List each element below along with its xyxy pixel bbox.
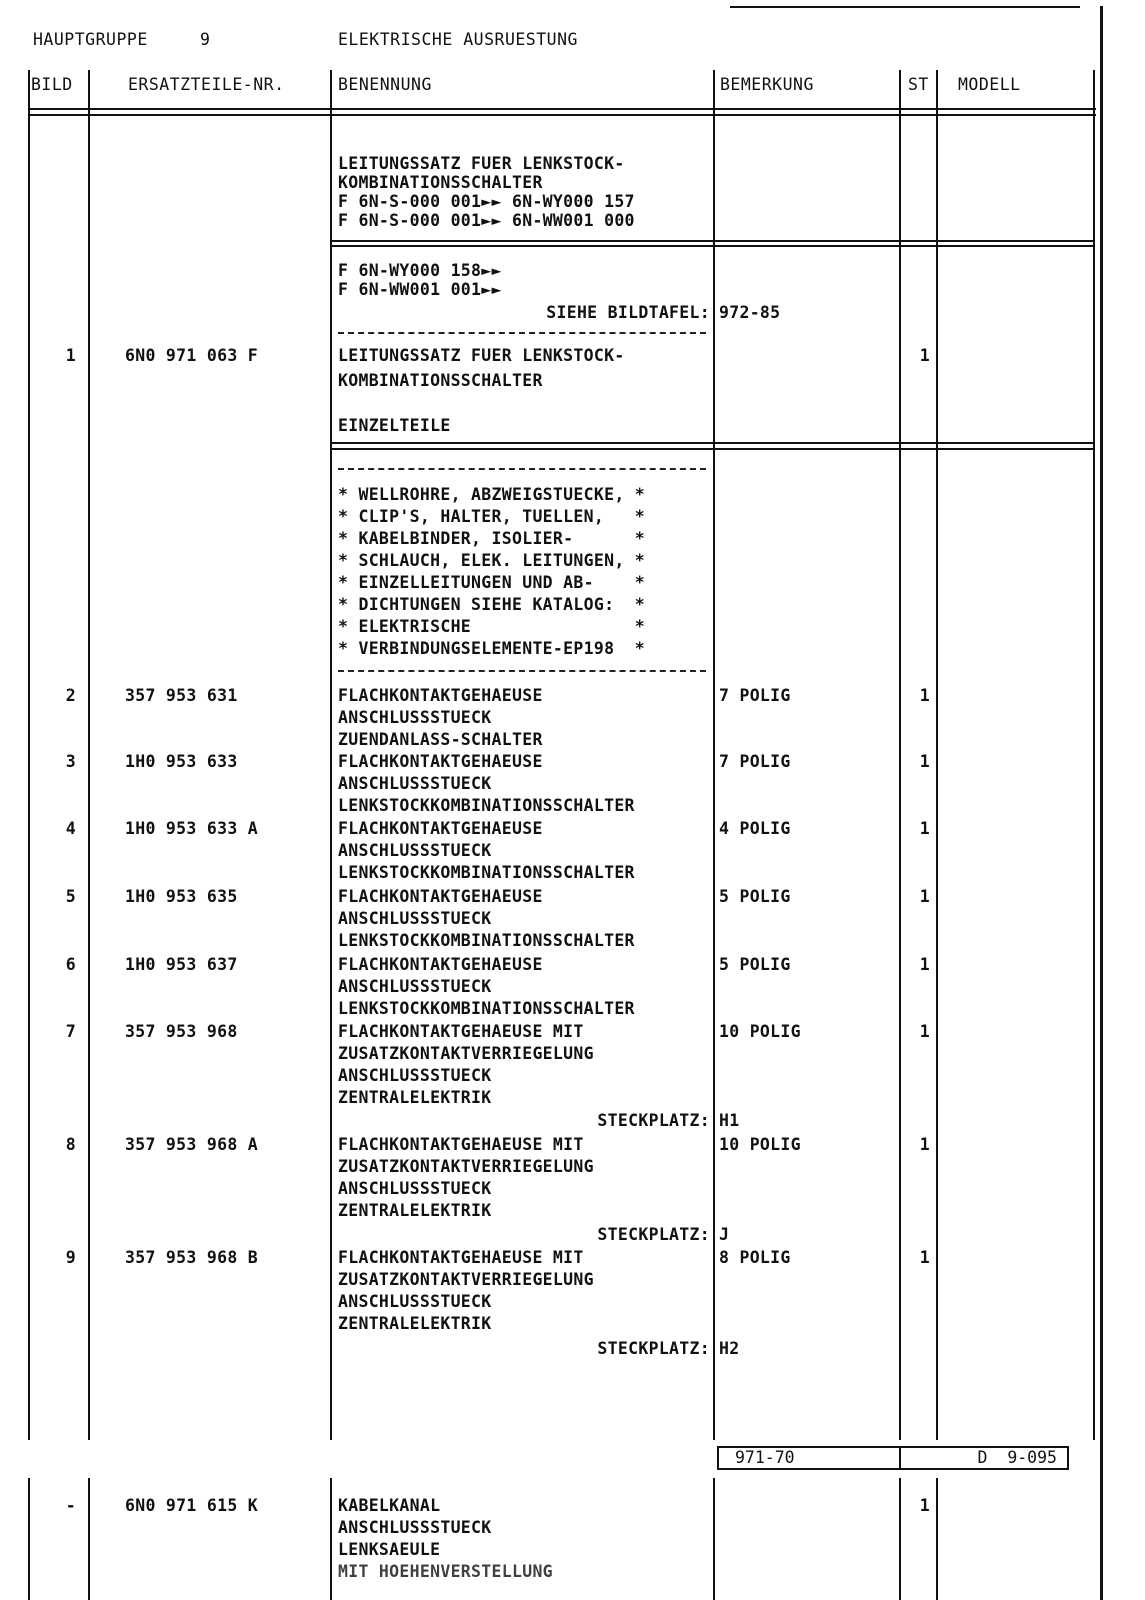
slot-label: STECKPLATZ:	[597, 1111, 710, 1130]
item-qty: 1	[919, 819, 930, 838]
item-part-no: 1H0 953 635	[125, 887, 238, 906]
einzelteile-label: EINZELTEILE	[338, 416, 451, 435]
notice-line: * SCHLAUCH, ELEK. LEITUNGEN, *	[338, 551, 646, 570]
item-slot: H2	[719, 1339, 740, 1358]
col-line-left	[28, 70, 30, 1440]
item1-qty: 1	[919, 346, 930, 365]
item-bild: 4	[65, 819, 76, 838]
notice-line: * ELEKTRISCHE *	[338, 617, 646, 636]
col-line-name	[713, 70, 715, 1440]
item-name: ANSCHLUSSSTUECK	[338, 1179, 492, 1198]
item1-name: KOMBINATIONSSCHALTER	[338, 371, 543, 390]
item-qty: 1	[919, 686, 930, 705]
item-name: FLACHKONTAKTGEHAEUSE MIT	[338, 1022, 584, 1041]
intro-line: F 6N-WW001 001►►	[338, 280, 502, 299]
item-name: ZENTRALELEKTRIK	[338, 1088, 492, 1107]
item-bild: 8	[65, 1135, 76, 1154]
footer-plate-box	[717, 1446, 901, 1470]
item-name: FLACHKONTAKTGEHAEUSE	[338, 955, 543, 974]
intro-line: KOMBINATIONSSCHALTER	[338, 173, 543, 192]
dashed-rule	[338, 468, 706, 470]
next-item-bild: -	[65, 1496, 76, 1515]
item-name: ANSCHLUSSSTUECK	[338, 774, 492, 793]
next-col-line	[330, 1478, 332, 1600]
item-bild: 9	[65, 1248, 76, 1267]
item-name: ZENTRALELEKTRIK	[338, 1314, 492, 1333]
col-line-qty	[936, 70, 938, 1440]
item-part-no: 1H0 953 633	[125, 752, 238, 771]
next-col-line	[936, 1478, 938, 1600]
col-model: MODELL	[958, 75, 1021, 94]
footer-plate: 971-70	[735, 1448, 795, 1467]
group-number: 9	[200, 30, 211, 49]
notice-line: * DICHTUNGEN SIEHE KATALOG: *	[338, 595, 646, 614]
item-part-no: 357 953 968 B	[125, 1248, 259, 1267]
item-part-no: 357 953 968 A	[125, 1135, 259, 1154]
item-slot: H1	[719, 1111, 740, 1130]
footer-page: D 9-095	[977, 1448, 1057, 1467]
next-item-part-no: 6N0 971 615 K	[125, 1496, 259, 1515]
section-rule	[330, 245, 1093, 247]
next-item-qty: 1	[919, 1496, 930, 1515]
item-name: FLACHKONTAKTGEHAEUSE	[338, 686, 543, 705]
see-plate-label: SIEHE BILDTAFEL:	[546, 303, 710, 322]
next-item-name: ANSCHLUSSSTUECK	[338, 1518, 492, 1537]
item-name: ANSCHLUSSSTUECK	[338, 708, 492, 727]
item-remark: 4 POLIG	[719, 819, 791, 838]
see-plate-value: 972-85	[719, 303, 781, 322]
item-name: FLACHKONTAKTGEHAEUSE	[338, 887, 543, 906]
item-qty: 1	[919, 1135, 930, 1154]
item-name: FLACHKONTAKTGEHAEUSE MIT	[338, 1135, 584, 1154]
intro-line: F 6N-S-000 001►► 6N-WW001 000	[338, 211, 635, 230]
item1-bild: 1	[65, 346, 76, 365]
item-name: ZENTRALELEKTRIK	[338, 1201, 492, 1220]
item-bild: 5	[65, 887, 76, 906]
item-qty: 1	[919, 1022, 930, 1041]
item-name: ZUENDANLASS-SCHALTER	[338, 730, 543, 749]
item-remark: 10 POLIG	[719, 1135, 801, 1154]
dashed-rule	[338, 670, 706, 672]
item-name: FLACHKONTAKTGEHAEUSE	[338, 819, 543, 838]
item-name: ZUSATZKONTAKTVERRIEGELUNG	[338, 1270, 594, 1289]
item-part-no: 357 953 968	[125, 1022, 238, 1041]
group-title: ELEKTRISCHE AUSRUESTUNG	[338, 30, 578, 49]
next-col-line	[28, 1478, 30, 1600]
next-col-line	[88, 1478, 90, 1600]
col-line-model	[1093, 70, 1095, 1440]
notice-line: * CLIP'S, HALTER, TUELLEN, *	[338, 507, 646, 526]
next-item-name: LENKSAEULE	[338, 1540, 441, 1559]
page-right-border	[1100, 6, 1103, 1600]
notice-line: * KABELBINDER, ISOLIER- *	[338, 529, 646, 548]
item-name: ANSCHLUSSSTUECK	[338, 977, 492, 996]
item-name: FLACHKONTAKTGEHAEUSE	[338, 752, 543, 771]
footer-page-box	[897, 1446, 1069, 1470]
notice-line: * EINZELLEITUNGEN UND AB- *	[338, 573, 646, 592]
item-part-no: 1H0 953 637	[125, 955, 238, 974]
col-line-part	[330, 70, 332, 1440]
item-remark: 7 POLIG	[719, 686, 791, 705]
item-part-no: 1H0 953 633 A	[125, 819, 259, 838]
item-name: LENKSTOCKKOMBINATIONSSCHALTER	[338, 863, 635, 882]
item-remark: 5 POLIG	[719, 955, 791, 974]
slot-label: STECKPLATZ:	[597, 1339, 710, 1358]
item-name: LENKSTOCKKOMBINATIONSSCHALTER	[338, 931, 635, 950]
col-line-bild	[88, 70, 90, 1440]
item-name: ANSCHLUSSSTUECK	[338, 841, 492, 860]
slot-label: STECKPLATZ:	[597, 1225, 710, 1244]
item-remark: 8 POLIG	[719, 1248, 791, 1267]
item-qty: 1	[919, 752, 930, 771]
item-bild: 6	[65, 955, 76, 974]
item-name: ANSCHLUSSSTUECK	[338, 909, 492, 928]
next-item-name: MIT HOEHENVERSTELLUNG	[338, 1562, 553, 1577]
col-bild: BILD	[31, 75, 73, 94]
item-name: FLACHKONTAKTGEHAEUSE MIT	[338, 1248, 584, 1267]
notice-line: * VERBINDUNGSELEMENTE-EP198 *	[338, 639, 646, 658]
group-label: HAUPTGRUPPE	[33, 30, 148, 49]
item-remark: 5 POLIG	[719, 887, 791, 906]
next-col-line	[713, 1478, 715, 1600]
item1-name: LEITUNGSSATZ FUER LENKSTOCK-	[338, 346, 625, 365]
item-name: ANSCHLUSSSTUECK	[338, 1066, 492, 1085]
item-bild: 7	[65, 1022, 76, 1041]
item-part-no: 357 953 631	[125, 686, 238, 705]
item-name: ZUSATZKONTAKTVERRIEGELUNG	[338, 1044, 594, 1063]
intro-line: F 6N-S-000 001►► 6N-WY000 157	[338, 192, 635, 211]
item-slot: J	[719, 1225, 730, 1244]
section-rule	[330, 448, 1093, 450]
item-name: LENKSTOCKKOMBINATIONSSCHALTER	[338, 999, 635, 1018]
item-qty: 1	[919, 955, 930, 974]
item-remark: 7 POLIG	[719, 752, 791, 771]
item-qty: 1	[919, 1248, 930, 1267]
dashed-rule	[338, 332, 706, 334]
item-bild: 3	[65, 752, 76, 771]
item-name: ZUSATZKONTAKTVERRIEGELUNG	[338, 1157, 594, 1176]
col-part-no: ERSATZTEILE-NR.	[128, 75, 285, 94]
col-remark: BEMERKUNG	[720, 75, 814, 94]
item-name: ANSCHLUSSSTUECK	[338, 1292, 492, 1311]
intro-line: LEITUNGSSATZ FUER LENKSTOCK-	[338, 154, 625, 173]
intro-line: F 6N-WY000 158►►	[338, 261, 502, 280]
top-rule	[730, 6, 1080, 8]
item-remark: 10 POLIG	[719, 1022, 801, 1041]
section-rule	[330, 442, 1093, 444]
item-qty: 1	[919, 887, 930, 906]
col-qty: ST	[908, 75, 929, 94]
item-name: LENKSTOCKKOMBINATIONSSCHALTER	[338, 796, 635, 815]
item-bild: 2	[65, 686, 76, 705]
col-name: BENENNUNG	[338, 75, 432, 94]
item1-part-no: 6N0 971 063 F	[125, 346, 259, 365]
next-item-name: KABELKANAL	[338, 1496, 441, 1515]
notice-line: * WELLROHRE, ABZWEIGSTUECKE, *	[338, 485, 646, 504]
section-rule	[330, 240, 1093, 242]
